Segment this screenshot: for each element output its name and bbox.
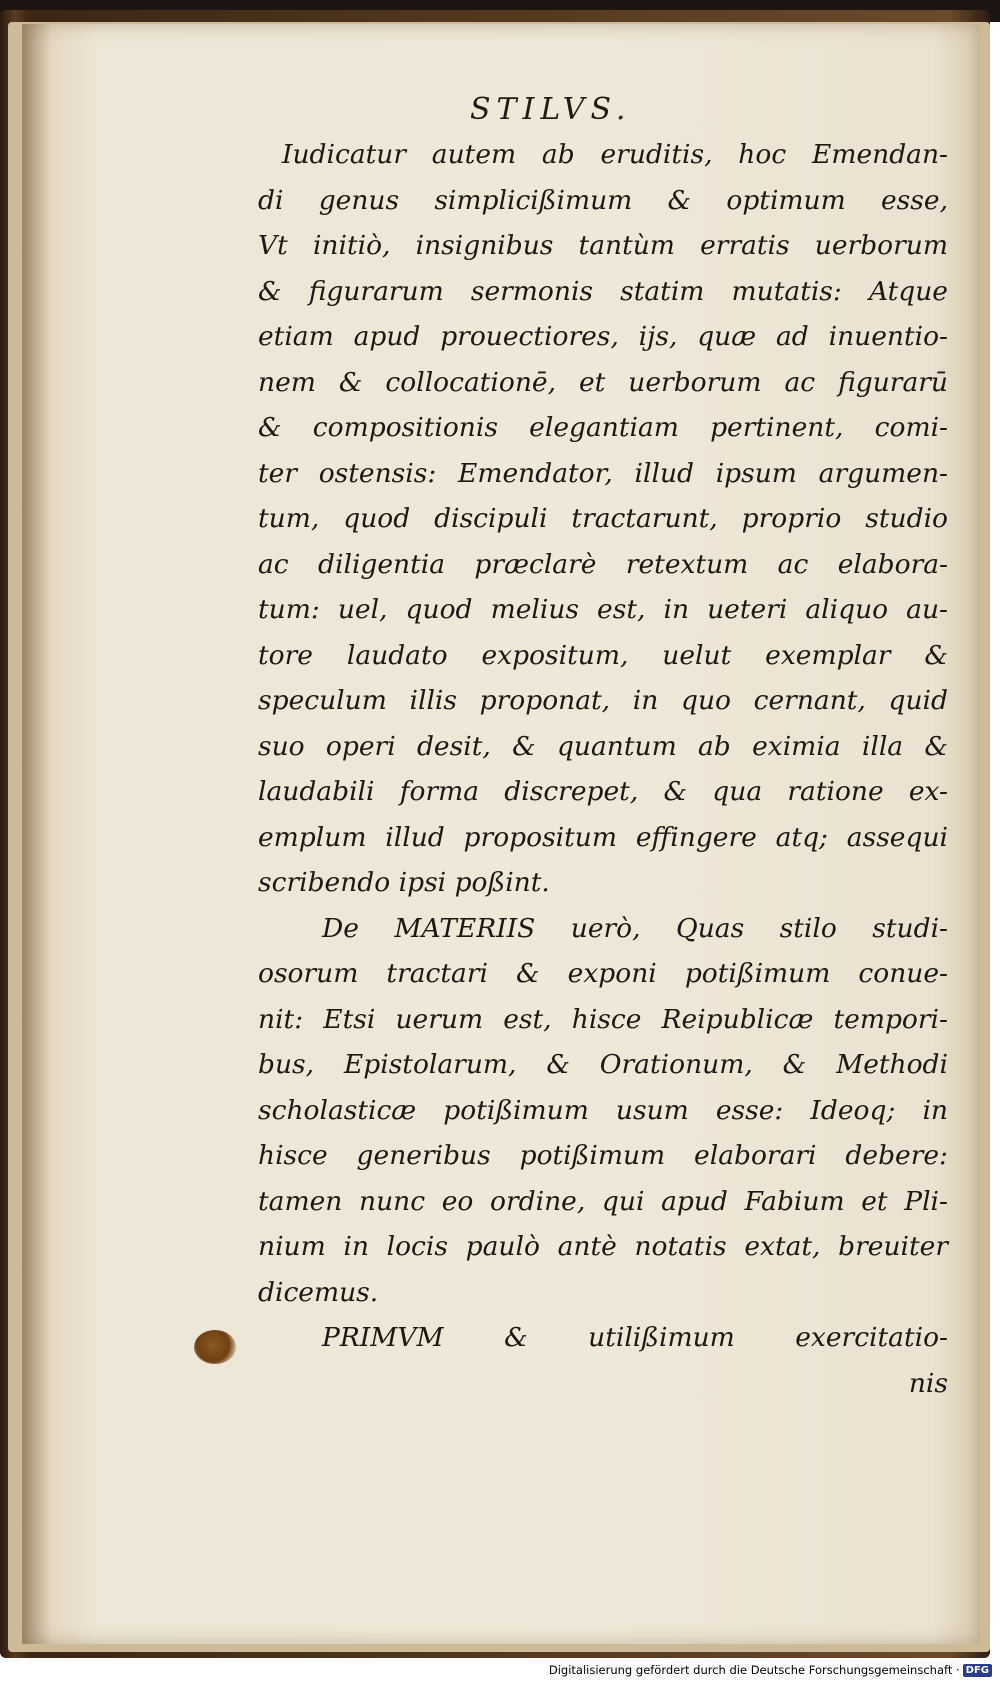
text-line: scholasticæ potißimum usum esse: Ideoq; in [258, 1094, 948, 1126]
text-line: nium in locis paulò antè notatis extat, breuiter [258, 1231, 948, 1262]
text-line: tore laudato expositum, uelut exemplar & [258, 639, 948, 671]
text-line: De MATERIIS uerò, Quas stilo studi- [322, 912, 948, 944]
text-line: suo operi desit, & quantum ab eximia illa & [258, 730, 948, 762]
text-line: nem & collocationē, et uerborum ac figurarū [258, 366, 948, 398]
text-line: speculum illis proponat, in quo cernant, quid [258, 685, 948, 716]
text-line: bus, Epistolarum, & Orationum, & Methodi [258, 1049, 948, 1080]
text-line: emplum illud propositum effingere atq; assequi [258, 821, 948, 853]
text-line: dicemus. [258, 1276, 379, 1308]
text-line: etiam apud prouectiores, ijs, quæ ad inuentio- [258, 321, 948, 352]
ink-stain [194, 1330, 236, 1364]
text-line: & figurarum sermonis statim mutatis: Atque [258, 275, 948, 307]
footer-credit: Digitalisierung gefördert durch die Deutsche Forschungsgemeinschaft · [548, 1663, 960, 1677]
text-line: & compositionis elegantiam pertinent, comi- [258, 412, 948, 443]
gutter-shadow [22, 24, 52, 1644]
text-line: Iudicatur autem ab eruditis, hoc Emendan- [282, 139, 948, 170]
text-line: Vt initiò, insignibus tantùm erratis uerborum [258, 230, 948, 261]
catchword: nis [908, 1367, 948, 1399]
running-head: STILVS. [470, 92, 632, 127]
text-line: osorum tractari & exponi potißimum conue- [258, 958, 948, 989]
digitization-footer [549, 1660, 992, 1680]
page-text [258, 132, 948, 1406]
text-line: nit: Etsi uerum est, hisce Reipublicæ tempori- [258, 1003, 948, 1035]
text-line: PRIMVM & utilißimum exercitatio- [322, 1322, 948, 1353]
text-line: di genus simplicißimum & optimum esse, [258, 184, 948, 216]
text-line: ter ostensis: Emendator, illud ipsum argumen- [258, 457, 948, 489]
text-line: tum: uel, quod melius est, in ueteri aliquo au- [258, 594, 948, 625]
dfg-logo: DFG [963, 1664, 992, 1677]
text-line: laudabili forma discrepet, & qua ratione ex- [258, 776, 948, 807]
text-line: ac diligentia præclarè retextum ac elabora- [258, 548, 948, 580]
text-line: tamen nunc eo ordine, qui apud Fabium et Pli- [258, 1185, 948, 1217]
text-line: scribendo ipsi poßint. [258, 867, 550, 898]
text-line: tum, quod discipuli tractarunt, proprio studio [258, 503, 948, 534]
text-line: hisce generibus potißimum elaborari debere: [258, 1140, 948, 1171]
